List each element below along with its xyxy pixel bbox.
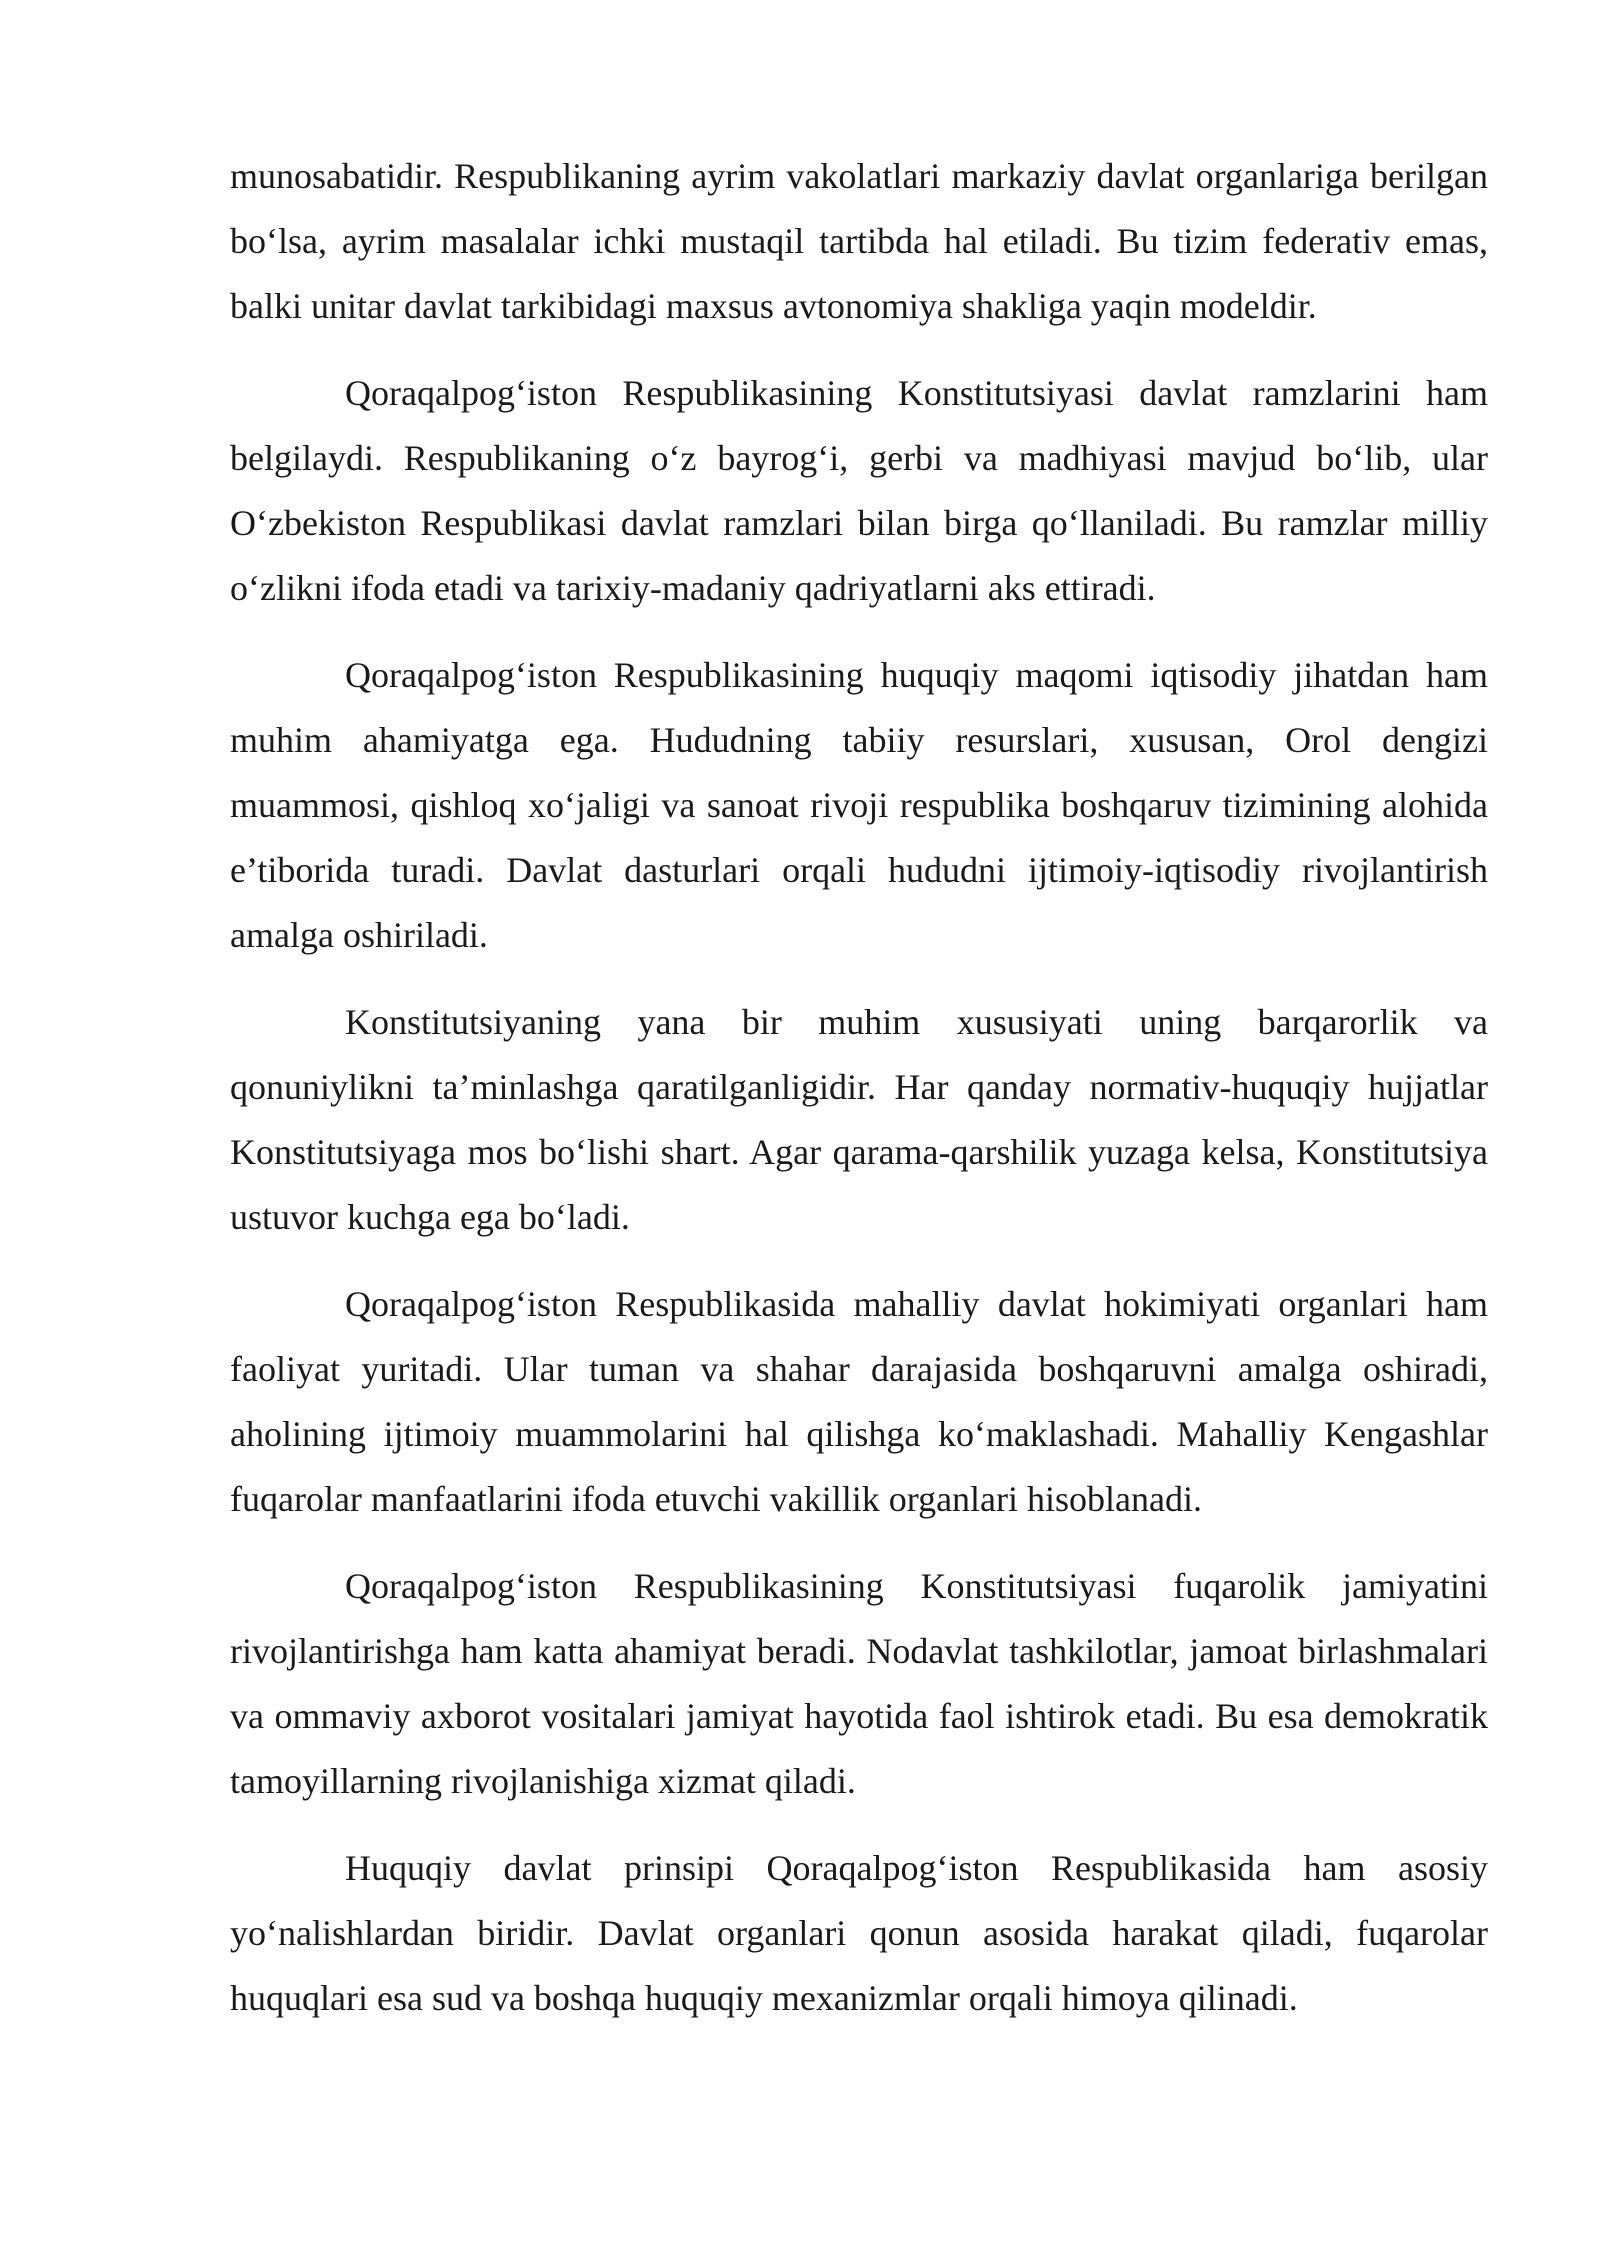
- paragraph-6: Qoraqalpog‘iston Respublikasining Konstitutsiyasi fuqarolik jamiyatini rivojlantirishga ham katta ahamiyat beradi. Nodavlat tashkilotlar, jamoat birlashmalari va ommaviy axborot vositalari jamiyat hayotida faol ishtirok etadi. Bu esa demokratik tamoyillarning rivojlanishiga xizmat qiladi.: [230, 1566, 1488, 1801]
- paragraph-2: Qoraqalpog‘iston Respublikasining Konstitutsiyasi davlat ramzlarini ham belgilaydi. Respublikaning o‘z bayrog‘i, gerbi va madhiyasi mavjud bo‘lib, ular O‘zbekiston Respublikasi davlat ramzlari bilan birga qo‘llaniladi. Bu ramzlar milliy o‘zlikni ifoda etadi va tarixiy-madaniy qadriyatlarni aks ettiradi.: [230, 373, 1488, 608]
- document-body: [230, 144, 1488, 2053]
- paragraph-5: Qoraqalpog‘iston Respublikasida mahalliy davlat hokimiyati organlari ham faoliyat yuritadi. Ular tuman va shahar darajasida boshqaruvni amalga oshiradi, aholining ijtimoiy muammolarini hal qilishga ko‘maklashadi. Mahalliy Kengashlar fuqarolar manfaatlarini ifoda etuvchi vakillik organlari hisoblanadi.: [230, 1284, 1488, 1519]
- paragraph-4: Konstitutsiyaning yana bir muhim xususiyati uning barqarorlik va qonuniylikni ta’minlashga qaratilganligidir. Har qanday normativ-huquqiy hujjatlar Konstitutsiyaga mos bo‘lishi shart. Agar qarama-qarshilik yuzaga kelsa, Konstitutsiya ustuvor kuchga ega bo‘ladi.: [230, 1002, 1488, 1237]
- paragraph-1: munosabatidir. Respublikaning ayrim vakolatlari markaziy davlat organlariga berilgan bo‘lsa, ayrim masalalar ichki mustaqil tartibda hal etiladi. Bu tizim federativ emas, balki unitar davlat tarkibidagi maxsus avtonomiya shakliga yaqin modeldir.: [230, 156, 1488, 326]
- paragraph-3: Qoraqalpog‘iston Respublikasining huquqiy maqomi iqtisodiy jihatdan ham muhim ahamiyatga ega. Hududning tabiiy resurslari, xususan, Orol dengizi muammosi, qishloq xo‘jaligi va sanoat rivoji respublika boshqaruv tizimining alohida e’tiborida turadi. Davlat dasturlari orqali hududni ijtimoiy-iqtisodiy rivojlantirish amalga oshiriladi.: [230, 655, 1488, 955]
- paragraph-7: Huquqiy davlat prinsipi Qoraqalpog‘iston Respublikasida ham asosiy yo‘nalishlardan biridir. Davlat organlari qonun asosida harakat qiladi, fuqarolar huquqlari esa sud va boshqa huquqiy mexanizmlar orqali himoya qilinadi.: [230, 1848, 1488, 2018]
